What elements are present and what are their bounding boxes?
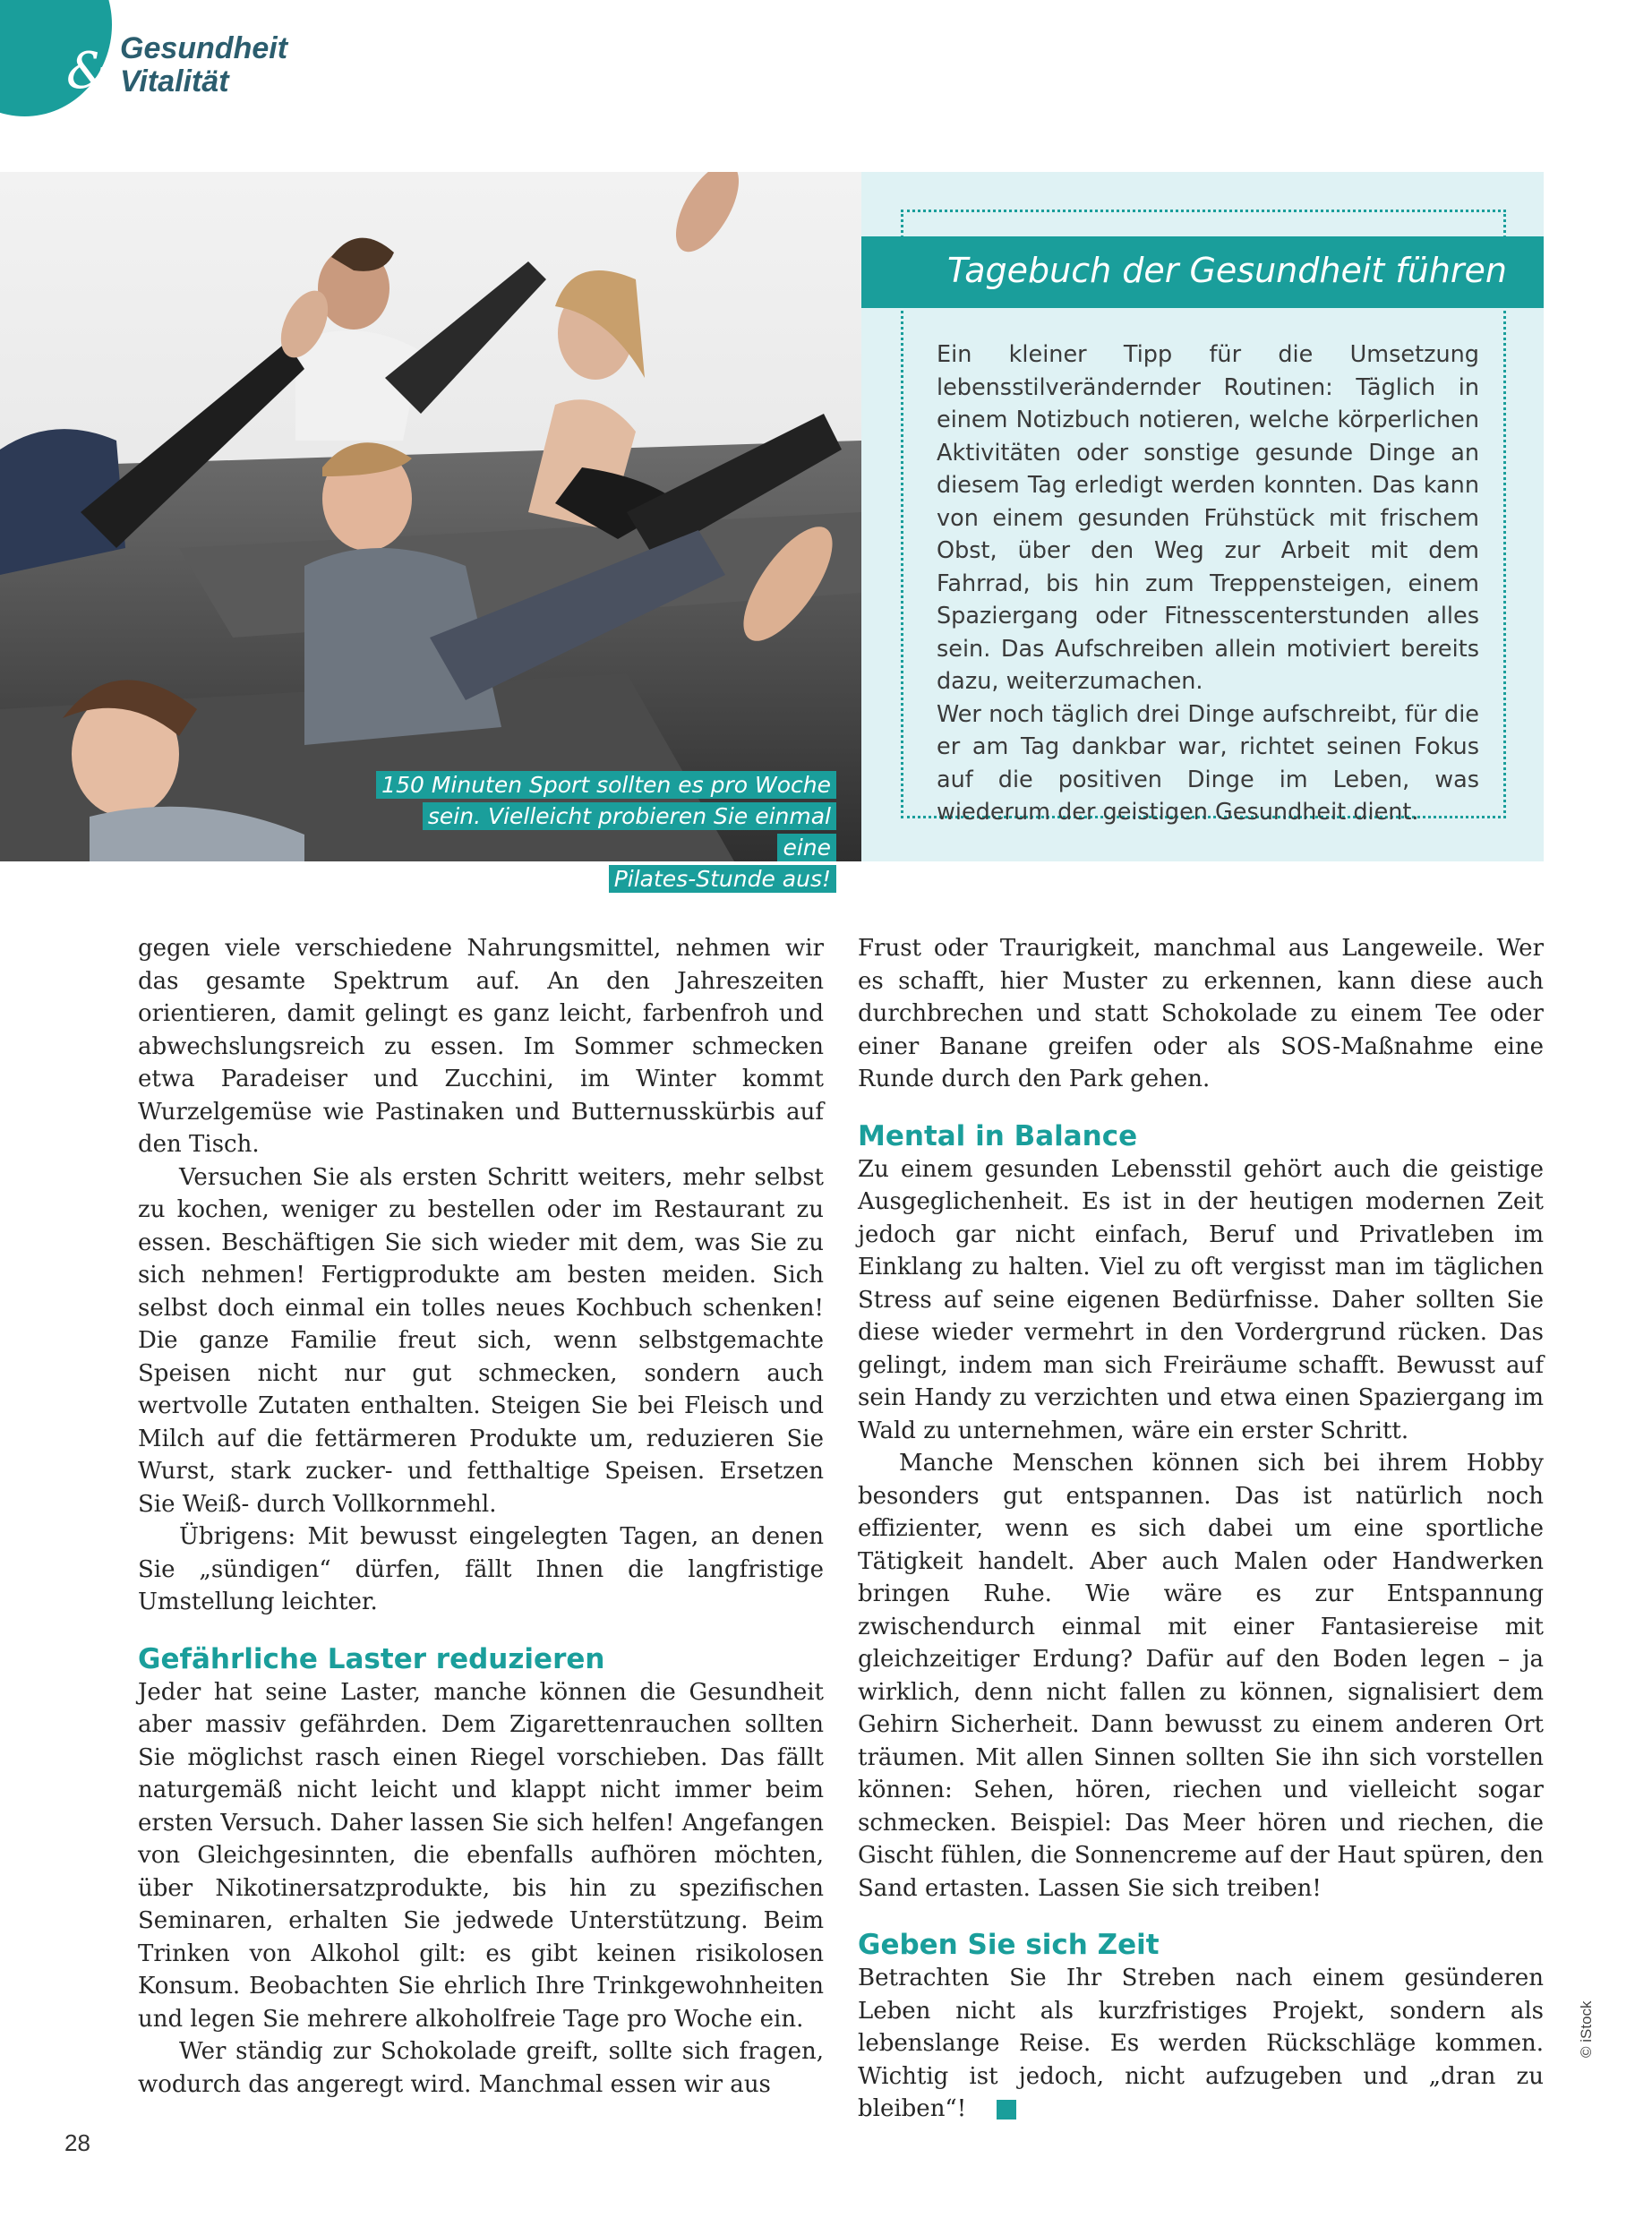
paragraph: Versuchen Sie als ersten Schritt weiters, mehr selbst zu kochen, weniger zu bestellen oder im Restaurant zu essen. Beschäftigen Sie sich wieder mit dem, was Sie zu sich nehmen! Fertigprodukte am besten meiden. Sich selbst doch einmal ein tolles neues Kochbuch schenken! Die ganze Familie freut sich, wenn selbstgemachte Speisen nicht nur gut schmecken, sondern auch wertvolle Zutaten enthalten. Steigen Sie bei Fleisch und Milch auf die fettärmeren Produkte um, reduzieren Sie Wurst, stark zucker- und fetthaltige Speisen. Ersetzen Sie Weiß- durch Vollkornmehl. <box>138 1163 824 1518</box>
caption-line-2: sein. Vielleicht probieren Sie einmal eine <box>423 802 836 861</box>
paragraph: Frust oder Traurigkeit, manchmal aus Langeweile. Wer es schafft, hier Muster zu erkennen, kann diese auch durchbrechen und statt Schokolade zu einem Tee oder einer Banane greifen oder als SOS-Maßnahme eine Runde durch den Park gehen. <box>858 935 1544 1092</box>
paragraph: Manche Menschen können sich bei ihrem Hobby besonders gut entspannen. Das ist natürlich noch effizienter, wenn es sich dabei um eine sportliche Tätigkeit handelt. Aber auch Malen oder Handwerken bringen Ruhe. Wie wäre es zur Entspannung zwischendurch einmal mit einer Fantasiereise mit gleichzeitiger Erdung? Dafür auf den Boden legen – ja wirklich, denn nicht fallen zu können, signalisiert dem Gehirn Sicherheit. Dann bewusst zu einem anderen Ort träumen. Mit allen Sinnen sollten Sie ihn sich vorstellen können: Sehen, hören, riechen und vielleicht sogar schmecken. Beispiel: Das Meer hören und riechen, die Gischt fühlen, die Sonnencreme auf der Haut spüren, den Sand ertasten. Lassen Sie sich treiben! <box>858 1450 1544 1902</box>
paragraph-final <box>858 1962 1544 2126</box>
tip-box <box>861 172 1544 861</box>
section-label <box>120 32 287 98</box>
pilates-illustration <box>0 172 861 861</box>
heading-mental: Mental in Balance <box>858 1119 1138 1152</box>
section-label-line2: Vitalität <box>120 64 229 98</box>
page-number: 28 <box>64 2129 90 2156</box>
paragraph: gegen viele verschiedene Nahrungsmittel, nehmen wir das gesamte Spektrum auf. An den Jahreszeiten orientieren, damit gelingt es ganz leicht, farbenfroh und abwechslungsreich zu essen. Im Sommer schmecken etwa Paradeiser und Zucchini, im Winter kommt Wurzelgemüse wie Pastinaken und Butternusskürbis auf den Tisch. <box>138 935 824 1158</box>
paragraph: Jeder hat seine Laster, manche können die Gesundheit aber massiv gefährden. Dem Zigarettenrauchen sollten Sie möglichst rasch einen Riegel vorschieben. Das fällt naturgemäß nicht leicht und klappt nicht immer beim ersten Versuch. Daher lassen Sie sich helfen! Angefangen von Gleichgesinnten, die ebenfalls aufhören möchten, über Nikotinersatzprodukte, bis hin zu spezifischen Seminaren, erhalten Sie jedwede Unterstützung. Beim Trinken von Alkohol gilt: es gibt keinen risikolosen Konsum. Beobachten Sie ehrlich Ihre Trinkgewohnheiten und legen Sie mehrere alkoholfreie Tage pro Woche ein. <box>138 1678 824 2033</box>
photo-credit: © iStock <box>1578 2000 1595 2058</box>
tip-box-body <box>937 338 1479 829</box>
paragraph: Zu einem gesunden Lebensstil gehört auch die geistige Ausgeglichenheit. Es ist in der heutigen modernen Zeit jedoch gar nicht einfach, Beruf und Privatleben im Einklang zu halten. Viel zu oft vergisst man im täglichen Stress auf seine eigenen Bedürfnisse. Daher sollten Sie diese wieder vermehrt in den Vordergrund rücken. Das gelingt, indem man sich Freiräume schafft. Bewusst auf sein Handy zu verzichten und etwa einen Spaziergang im Wald zu unternehmen, wäre ein erster Schritt. <box>858 1155 1544 1444</box>
tip-box-paragraph-1: Ein kleiner Tipp für die Umsetzung lebensstilverändernder Routinen: Täglich in einem Notizbuch notieren, welche körperlichen Aktivitäten oder sonstige gesunde Dinge an diesem Tag erledigt werden konnten. Das kann von einem gesunden Frühstück mit frischem Obst, über den Weg zur Arbeit mit dem Fahrrad, bis hin zum Treppensteigen, einem Spaziergang oder Fitnesscenterstunden alles sein. Das Aufschreiben allein motiviert bereits dazu, weiterzumachen. <box>937 341 1479 695</box>
end-square-icon <box>997 2100 1016 2120</box>
paragraph: Wer ständig zur Schokolade greift, sollte sich fragen, wodurch das angeregt wird. Manchmal essen wir aus <box>138 2038 824 2098</box>
section-label-line1: Gesundheit <box>120 31 288 65</box>
left-column <box>138 932 824 2101</box>
tip-box-title: Tagebuch der Gesundheit führen <box>947 251 1508 290</box>
pilates-photo <box>0 172 861 861</box>
caption-line-1: 150 Minuten Sport sollten es pro Woche <box>376 771 836 799</box>
caption-line-3: Pilates-Stunde aus! <box>609 865 836 893</box>
heading-laster: Gefährliche Laster reduzieren <box>138 1642 605 1675</box>
tip-box-paragraph-2: Wer noch täglich drei Dinge aufschreibt, für die er am Tag dankbar war, richtet seinen Fokus auf die positiven Dinge im Leben, was wiederum der geistigen Gesundheit dient. <box>937 700 1479 826</box>
badge-ampersand: & <box>66 42 111 100</box>
paragraph: Übrigens: Mit bewusst eingelegten Tagen, an denen Sie „sündigen“ dürfen, fällt Ihnen die langfristige Umstellung leichter. <box>138 1523 824 1615</box>
photo-caption <box>374 769 836 895</box>
paragraph-final-text: Betrachten Sie Ihr Streben nach einem gesünderen Leben nicht als kurzfristiges Projekt, sondern als lebenslange Reise. Es werden Rückschläge kommen. Wichtig ist jedoch, nicht aufzugeben und „dran zu bleiben“! <box>858 1965 1544 2122</box>
right-column <box>858 932 1544 2126</box>
heading-zeit: Geben Sie sich Zeit <box>858 1929 1160 1961</box>
